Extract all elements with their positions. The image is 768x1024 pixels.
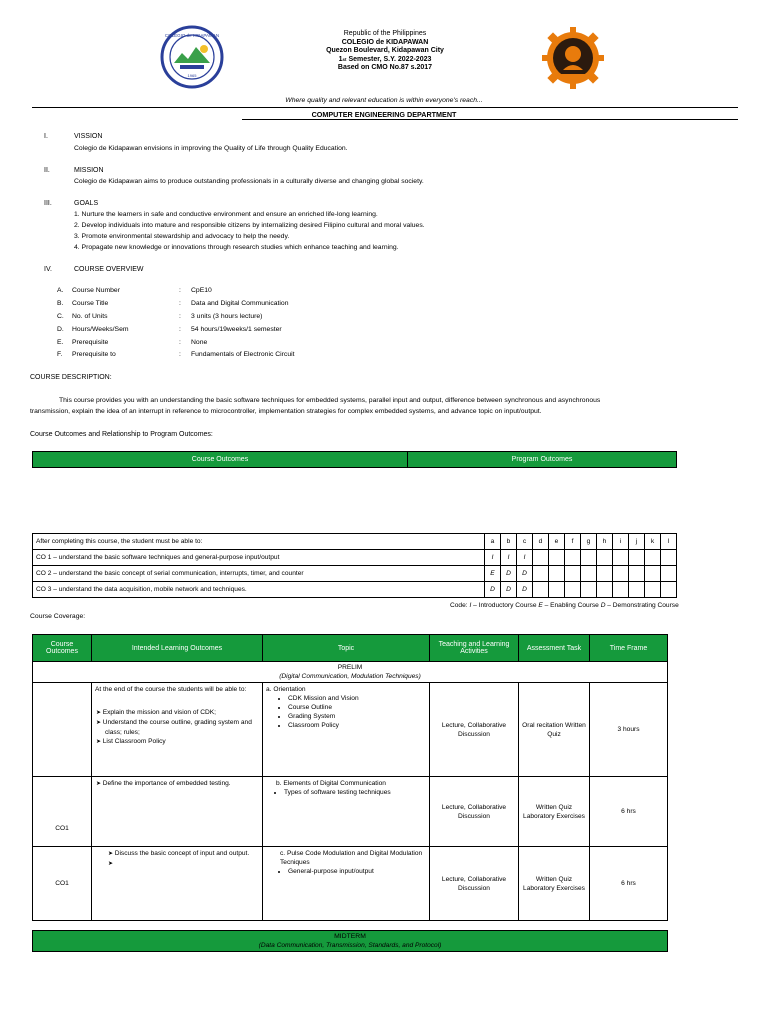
row-label: Course Number (72, 287, 120, 294)
row-value: None (191, 339, 208, 346)
colon: : (179, 351, 181, 358)
po-letter: b (501, 534, 517, 550)
prelim-row (33, 662, 668, 683)
ilo-item: ➤ Explain the mission and vision of CDK; (105, 708, 259, 718)
time-cell: 6 hrs (590, 777, 668, 847)
po-mark: D (485, 582, 501, 598)
semester-suffix: st (342, 56, 347, 62)
po-mark (565, 566, 581, 582)
tla-cell: Lecture, Collaborative Discussion (430, 683, 519, 777)
po-mark (629, 550, 645, 566)
matrix-row (33, 566, 677, 582)
po-mark (597, 550, 613, 566)
co-text: CO 1 – understand the basic software techniques and general-purpose input/output (33, 550, 485, 566)
mission-number: II. (44, 167, 50, 174)
row-letter: B. (57, 300, 64, 307)
overview-row (57, 287, 457, 297)
po-letter: d (533, 534, 549, 550)
po-letter: a (485, 534, 501, 550)
po-mark (533, 566, 549, 582)
coverage-heading: Course Coverage: (30, 613, 86, 620)
row-letter: E. (57, 339, 64, 346)
goal-item: 1. Nurture the learners in safe and conductive environment and ensure an enriched life-long learning. (74, 211, 378, 218)
topic-cell (263, 777, 430, 847)
outcomes-header-table (32, 451, 677, 468)
ilo-item: ➤ Define the importance of embedded testing. (105, 779, 259, 789)
po-letter: e (549, 534, 565, 550)
overview-row (57, 326, 457, 336)
po-mark: D (517, 566, 533, 582)
coverage-row (33, 847, 668, 921)
code-legend (450, 602, 679, 609)
department-divider (242, 119, 738, 120)
college-name: COLEGIO de KIDAPAWAN (341, 38, 429, 46)
overview-row (57, 313, 457, 323)
co-cell (33, 683, 92, 777)
po-mark: I (485, 550, 501, 566)
po-letter: j (629, 534, 645, 550)
goal-item: 2. Develop individuals into mature and responsible citizens by internalizing desired Filipino cultural and moral values. (74, 222, 425, 229)
row-label: No. of Units (72, 313, 108, 320)
assessment-cell: Oral recitation Written Quiz (519, 683, 590, 777)
department-title: COMPUTER ENGINEERING DEPARTMENT (311, 110, 457, 119)
midterm-title: MIDTERM (334, 933, 366, 940)
time-cell: 6 hrs (590, 847, 668, 921)
coverage-row (33, 777, 668, 847)
po-letter: c (517, 534, 533, 550)
colon: : (179, 313, 181, 320)
row-label: Hours/Weeks/Sem (72, 326, 129, 333)
po-mark: E (485, 566, 501, 582)
vision-text: Colegio de Kidapawan envisions in improving the Quality of Life through Quality Education. (74, 145, 348, 152)
po-mark (565, 582, 581, 598)
ilo-item: ➤ List Classroom Policy (105, 737, 259, 747)
matrix-row (33, 550, 677, 566)
ilo-intro: At the end of the course the students will be able to: (95, 686, 247, 693)
po-mark: I (517, 550, 533, 566)
address-line: Quezon Boulevard, Kidapawan City (326, 47, 444, 55)
row-value: Fundamentals of Electronic Circuit (191, 351, 295, 358)
po-mark (629, 566, 645, 582)
row-letter: A. (57, 287, 64, 294)
po-mark (645, 550, 661, 566)
program-outcomes-header: Program Outcomes (408, 452, 677, 468)
institution-header (230, 30, 540, 73)
mission-text: Colegio de Kidapawan aims to produce outstanding professionals in a culturally diverse and changing global society. (74, 178, 424, 185)
mission-title: MISSION (74, 167, 104, 174)
po-mark (661, 582, 677, 598)
overview-row (57, 351, 457, 361)
outcomes-heading: Course Outcomes and Relationship to Program Outcomes: (30, 431, 213, 438)
header-divider (32, 107, 738, 108)
po-mark (613, 550, 629, 566)
matrix-row (33, 582, 677, 598)
seal-text: COLEGIO de KIDAPAWAN (164, 33, 220, 38)
po-mark (581, 566, 597, 582)
department-logo (541, 26, 605, 90)
description-line: This course provides you with an understanding the basic software techniques for embedded systems, parallel input and output, difference between synchronous and asynchronous (59, 397, 601, 404)
po-letter: k (645, 534, 661, 550)
ilo-item: ➤ Understand the course outline, grading system and class; rules; (105, 718, 259, 737)
topic-item: • Types of software testing techniques (284, 788, 426, 797)
topic-item: • Course Outline (288, 703, 426, 712)
topic-title: b. Elements of Digital Communication (276, 780, 386, 787)
midterm-subtitle: (Data Communication, Transmission, Standards, and Protocol) (258, 942, 442, 949)
po-letter: i (613, 534, 629, 550)
college-seal-logo (160, 25, 224, 89)
ilo-item (117, 859, 259, 869)
col-assessment: Assessment Task (519, 635, 590, 662)
assessment-cell: Written Quiz Laboratory Exercises (519, 847, 590, 921)
topic-item: • General-purpose input/output (288, 867, 426, 876)
co-text: CO 3 – understand the data acquisition, mobile network and techniques. (33, 582, 485, 598)
topic-title: c. Pulse Code Modulation and Digital Modulation Tecniques (280, 850, 423, 866)
code-i: I (469, 602, 472, 609)
po-mark: D (501, 582, 517, 598)
row-letter: F. (57, 351, 63, 358)
po-mark (581, 582, 597, 598)
coverage-header-row (33, 635, 668, 662)
po-letter: h (597, 534, 613, 550)
po-mark (533, 582, 549, 598)
semester-number: 1 (338, 55, 343, 63)
overview-row (57, 300, 457, 310)
goal-item: 3. Promote environmental stewardship and advocacy to help the needy. (74, 233, 290, 240)
po-mark (629, 582, 645, 598)
row-label: Prerequisite (72, 339, 109, 346)
ilo-cell (92, 847, 263, 921)
col-tla: Teaching and Learning Activities (430, 635, 519, 662)
cmo-line: Based on CMO No.87 s.2017 (337, 64, 433, 72)
vision-title: VISSION (74, 133, 103, 140)
po-letter: g (581, 534, 597, 550)
description-line: transmission, explain the idea of an interrupt in reference to microcontroller, implementation strategies for complex embedded systems, and advance topic on input/output. (30, 408, 542, 415)
row-label: Course Title (72, 300, 109, 307)
po-mark: I (501, 550, 517, 566)
code-d: D (600, 602, 606, 609)
row-value: Data and Digital Communication (191, 300, 289, 307)
row-letter: C. (57, 313, 64, 320)
row-value: CpE10 (191, 287, 212, 294)
po-mark: D (517, 582, 533, 598)
po-mark (565, 550, 581, 566)
topic-cell (263, 847, 430, 921)
overview-number: IV. (44, 266, 52, 273)
prelim-subtitle: (Digital Communication, Modulation Techniques) (279, 673, 421, 680)
time-cell: 3 hours (590, 683, 668, 777)
ilo-cell (92, 683, 263, 777)
col-time-frame: Time Frame (590, 635, 668, 662)
po-mark (533, 550, 549, 566)
ilo-cell (92, 777, 263, 847)
colon: : (179, 300, 181, 307)
matrix-header-row (33, 534, 677, 550)
goals-number: III. (44, 200, 52, 207)
col-ilo: Intended Learning Outcomes (92, 635, 263, 662)
assessment-cell: Written Quiz Laboratory Exercises (519, 777, 590, 847)
po-mark (549, 582, 565, 598)
co-text: CO 2 – understand the basic concept of serial communication, interrupts, timer, and counter (33, 566, 485, 582)
po-mark (549, 566, 565, 582)
po-mark (549, 550, 565, 566)
tla-cell: Lecture, Collaborative Discussion (430, 777, 519, 847)
topic-item: • Grading System (288, 712, 426, 721)
po-letter: l (661, 534, 677, 550)
tla-cell: Lecture, Collaborative Discussion (430, 847, 519, 921)
vision-number: I. (44, 133, 48, 140)
coverage-row (33, 683, 668, 777)
coverage-table (32, 634, 668, 921)
po-mark (661, 566, 677, 582)
col-topic: Topic (263, 635, 430, 662)
seal-year: 1965 (187, 73, 197, 78)
midterm-bar (32, 930, 668, 952)
row-value: 3 units (3 hours lecture) (191, 313, 263, 320)
description-heading: COURSE DESCRIPTION: (30, 374, 112, 381)
po-mark (581, 550, 597, 566)
topic-item: • Classroom Policy (288, 721, 426, 730)
po-mark: D (501, 566, 517, 582)
code-e: E (538, 602, 543, 609)
ilo-item: ➤ Discuss the basic concept of input and output. (117, 849, 259, 859)
overview-title: COURSE OVERVIEW (74, 266, 144, 273)
topic-item: • CDK Mission and Vision (288, 694, 426, 703)
co-cell: CO1 (33, 847, 92, 921)
row-label: Prerequisite to (72, 351, 116, 358)
po-mark (645, 566, 661, 582)
overview-row (57, 339, 457, 349)
po-mark (597, 566, 613, 582)
po-mark (613, 582, 629, 598)
prelim-cell (33, 662, 668, 683)
code-d-text: – Demonstrating Course (605, 602, 679, 609)
po-mark (645, 582, 661, 598)
semester-line (230, 56, 540, 65)
topic-title: a. Orientation (266, 686, 306, 693)
matrix-header: After completing this course, the student must be able to: (33, 534, 485, 550)
code-e-text: – Enabling Course (542, 602, 601, 609)
co-po-matrix (32, 533, 677, 598)
semester-text: Semester, S.Y. 2022-2023 (346, 55, 432, 63)
col-course-outcomes: Course Outcomes (33, 635, 92, 662)
po-mark (661, 550, 677, 566)
prelim-title: PRELIM (337, 664, 363, 671)
republic-line: Republic of the Philippines (343, 30, 427, 37)
goal-item: 4. Propagate new knowledge or innovations through research studies which enhance teaching and learning. (74, 244, 399, 251)
topic-cell (263, 683, 430, 777)
row-value: 54 hours/19weeks/1 semester (191, 326, 282, 333)
course-outcomes-header: Course Outcomes (33, 452, 408, 468)
colon: : (179, 326, 181, 333)
tagline: Where quality and relevant education is within everyone's reach... (285, 97, 483, 104)
po-mark (613, 566, 629, 582)
code-prefix: Code: (450, 602, 470, 609)
colon: : (179, 339, 181, 346)
po-letter: f (565, 534, 581, 550)
co-cell: CO1 (33, 777, 92, 847)
code-i-text: – Introductory Course (471, 602, 539, 609)
po-mark (597, 582, 613, 598)
goals-title: GOALS (74, 200, 99, 207)
row-letter: D. (57, 326, 64, 333)
colon: : (179, 287, 181, 294)
